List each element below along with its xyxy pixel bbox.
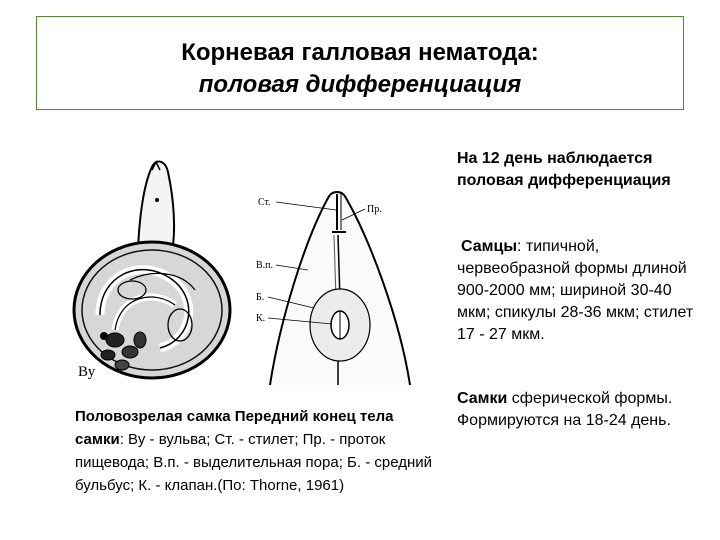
females-description [457, 388, 697, 432]
figure-caption [75, 405, 435, 497]
figure-mature-female [60, 140, 240, 390]
label-valve: К. [256, 313, 266, 324]
caption-lead-2: Передний конец тела самки [75, 408, 394, 448]
label-duct: Пр. [367, 204, 382, 215]
females-text: сферической формы. Формируются на 18-24 день. [457, 390, 673, 429]
caption-body: : Ву - вульва; Ст. - стилет; Пр. - проток пищевода; В.п. - выделительная пора; Б. - средний бульбус; К. - клапан.(По: Thorne, 1961) [75, 431, 433, 494]
title-box [36, 16, 684, 110]
males-description [457, 236, 697, 346]
slide-title: Корневая галловая нематода: [181, 39, 539, 66]
vulva-label: Ву [78, 364, 96, 380]
figure-anterior-end [250, 180, 430, 385]
slide-subtitle: половая дифференциация [198, 71, 522, 98]
label-excretory-pore: В.п. [256, 260, 274, 271]
males-text: : типичной, червеобразной формы длиной 900-2000 мм; шириной 30-40 мкм; спикулы 28-36 мкм; стилет 17 - 27 мкм. [457, 238, 694, 343]
label-stylet: Ст. [258, 197, 271, 208]
females-label: Самки [457, 390, 508, 407]
differentiation-note: На 12 день наблюдается половая дифференциация [457, 150, 671, 189]
males-label: Самцы [461, 238, 517, 255]
label-bulb: Б. [256, 292, 265, 303]
caption-lead-1: Половозрелая самка [75, 408, 231, 425]
